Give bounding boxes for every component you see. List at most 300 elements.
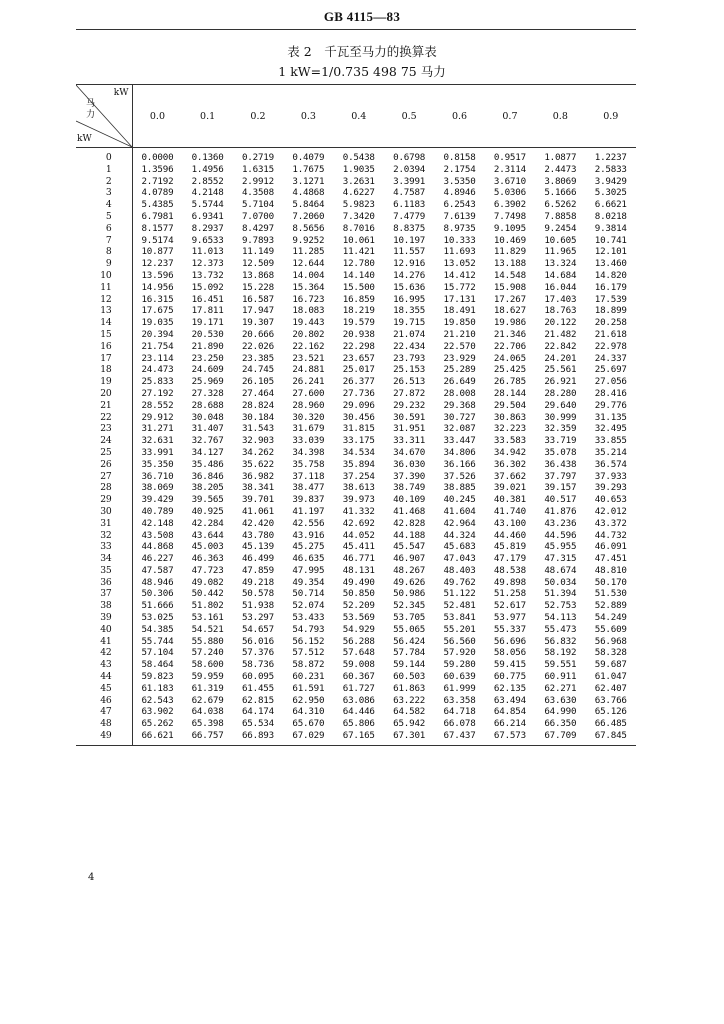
row-label: 46 xyxy=(76,695,132,707)
table-cell: 55.337 xyxy=(493,623,526,635)
row-label: 38 xyxy=(76,600,132,612)
table-cell: 19.715 xyxy=(393,317,426,329)
table-cell: 19.986 xyxy=(493,317,526,329)
table-cell: 11.149 xyxy=(241,246,274,258)
table-row xyxy=(76,600,636,612)
table-cell: 33.039 xyxy=(292,435,325,447)
table-cell: 21.074 xyxy=(393,328,426,340)
table-cell: 54.521 xyxy=(191,623,224,635)
table-cell: 37.797 xyxy=(544,470,577,482)
table-cell: 12.780 xyxy=(342,258,375,270)
table-cell: 47.179 xyxy=(493,553,526,565)
table-cell: 43.100 xyxy=(493,517,526,529)
page-number: 4 xyxy=(88,872,95,883)
table-cell: 47.451 xyxy=(594,553,627,565)
table-row xyxy=(76,588,636,600)
table-row xyxy=(76,223,636,235)
table-cell: 50.306 xyxy=(141,588,174,600)
table-cell: 65.126 xyxy=(594,706,627,718)
table-cell: 31.815 xyxy=(342,423,375,435)
table-row xyxy=(76,482,636,494)
table-cell: 5.5744 xyxy=(191,199,224,211)
table-cell: 11.557 xyxy=(393,246,426,258)
table-cell: 43.372 xyxy=(594,517,627,529)
table-cell: 25.969 xyxy=(191,376,224,388)
table-cell: 34.942 xyxy=(493,446,526,458)
table-cell: 14.820 xyxy=(594,269,627,281)
table-cell: 27.600 xyxy=(292,387,325,399)
table-cell: 24.337 xyxy=(594,352,627,364)
table-cell: 21.482 xyxy=(544,328,577,340)
table-cell: 47.043 xyxy=(443,553,476,565)
table-cell: 42.148 xyxy=(141,517,174,529)
table-cell: 67.301 xyxy=(384,730,434,745)
table-cell: 50.850 xyxy=(342,588,375,600)
row-label: 31 xyxy=(76,518,132,530)
table-cell: 3.1271 xyxy=(292,175,325,187)
table-cell: 59.551 xyxy=(544,659,577,671)
table-cell: 40.245 xyxy=(443,494,476,506)
row-label: 45 xyxy=(76,683,132,695)
table-cell: 41.332 xyxy=(342,505,375,517)
table-cell: 57.512 xyxy=(292,647,325,659)
table-cell: 8.5656 xyxy=(292,222,325,234)
row-label: 34 xyxy=(76,553,132,565)
table-cell: 60.639 xyxy=(443,671,476,683)
table-row xyxy=(76,199,636,211)
table-cell: 32.087 xyxy=(443,423,476,435)
table-cell: 21.346 xyxy=(493,328,526,340)
table-row xyxy=(76,282,636,294)
table-cell: 28.008 xyxy=(443,387,476,399)
table-cell: 46.771 xyxy=(342,553,375,565)
table-cell: 32.359 xyxy=(544,423,577,435)
table-cell: 11.693 xyxy=(443,246,476,258)
table-cell: 36.438 xyxy=(544,458,577,470)
table-cell: 54.657 xyxy=(241,623,274,635)
row-label: 29 xyxy=(76,494,132,506)
table-cell: 49.218 xyxy=(241,576,274,588)
table-cell: 55.065 xyxy=(393,623,426,635)
table-cell: 9.2454 xyxy=(544,222,577,234)
table-cell: 48.403 xyxy=(443,564,476,576)
row-label: 39 xyxy=(76,612,132,624)
table-cell: 8.7016 xyxy=(342,222,375,234)
table-body xyxy=(76,148,636,746)
table-cell: 19.579 xyxy=(342,317,375,329)
table-cell: 21.618 xyxy=(594,328,627,340)
table-cell: 21.754 xyxy=(141,340,174,352)
table-cell: 64.582 xyxy=(393,706,426,718)
table-row xyxy=(76,270,636,282)
table-cell: 49.490 xyxy=(342,576,375,588)
table-cell: 63.086 xyxy=(342,694,375,706)
table-cell: 46.635 xyxy=(292,553,325,565)
table-cell: 16.723 xyxy=(292,293,325,305)
table-cell: 15.908 xyxy=(493,281,526,293)
table-cell: 0.5438 xyxy=(342,152,375,163)
table-row xyxy=(76,423,636,435)
table-cell: 8.4297 xyxy=(241,222,274,234)
table-cell: 28.280 xyxy=(544,387,577,399)
table-cell: 62.950 xyxy=(292,694,325,706)
table-cell: 48.810 xyxy=(594,564,627,576)
table-cell: 30.999 xyxy=(544,411,577,423)
table-cell: 59.959 xyxy=(191,671,224,683)
table-row xyxy=(76,706,636,718)
table-cell: 38.613 xyxy=(342,482,375,494)
table-cell: 62.679 xyxy=(191,694,224,706)
table-cell: 24.881 xyxy=(292,364,325,376)
table-cell: 39.429 xyxy=(141,494,174,506)
table-cell: 62.135 xyxy=(493,682,526,694)
table-cell: 16.451 xyxy=(191,293,224,305)
column-header: 0.6 xyxy=(434,85,484,148)
table-cell: 12.101 xyxy=(594,246,627,258)
table-cell: 48.674 xyxy=(544,564,577,576)
table-cell: 33.991 xyxy=(141,446,174,458)
table-cell: 37.662 xyxy=(493,470,526,482)
table-row xyxy=(76,176,636,188)
table-cell: 65.262 xyxy=(141,718,174,730)
table-row xyxy=(76,435,636,447)
row-label: 8 xyxy=(76,246,132,258)
table-cell: 17.267 xyxy=(493,293,526,305)
table-cell: 32.767 xyxy=(191,435,224,447)
table-cell: 11.829 xyxy=(493,246,526,258)
table-row xyxy=(76,305,636,317)
table-cell: 11.285 xyxy=(292,246,325,258)
table-cell: 35.350 xyxy=(141,458,174,470)
table-cell: 54.385 xyxy=(141,623,174,635)
table-cell: 50.578 xyxy=(241,588,274,600)
corner-label-bottom: kW xyxy=(77,134,92,144)
table-cell: 21.210 xyxy=(443,328,476,340)
corner-label-middle: 马 力 xyxy=(86,99,96,120)
row-label: 20 xyxy=(76,388,132,400)
table-cell: 60.775 xyxy=(493,671,526,683)
table-cell: 27.872 xyxy=(393,387,426,399)
table-cell: 17.811 xyxy=(191,305,224,317)
table-cell: 3.8069 xyxy=(544,175,577,187)
row-label: 21 xyxy=(76,400,132,412)
table-cell: 67.165 xyxy=(334,730,384,745)
table-cell: 7.3420 xyxy=(342,210,375,222)
table-cell: 30.048 xyxy=(191,411,224,423)
table-cell: 2.0394 xyxy=(393,163,426,175)
table-cell: 26.785 xyxy=(493,376,526,388)
table-cell: 33.175 xyxy=(342,435,375,447)
table-cell: 42.964 xyxy=(443,517,476,529)
table-cell: 0.0000 xyxy=(141,152,174,163)
table-cell: 40.517 xyxy=(544,494,577,506)
conversion-formula: 1 kW=1/0.735 498 75 马力 xyxy=(278,64,446,79)
table-row xyxy=(76,494,636,506)
table-cell: 58.328 xyxy=(594,647,627,659)
table-cell: 67.437 xyxy=(434,730,484,745)
table-cell: 12.237 xyxy=(141,258,174,270)
table-cell: 36.574 xyxy=(594,458,627,470)
table-cell: 31.135 xyxy=(594,411,627,423)
table-row xyxy=(76,246,636,258)
table-cell: 23.521 xyxy=(292,352,325,364)
table-row xyxy=(76,659,636,671)
table-cell: 59.415 xyxy=(493,659,526,671)
table-cell: 27.328 xyxy=(191,387,224,399)
table-cell: 17.131 xyxy=(443,293,476,305)
corner-label-top: kW xyxy=(113,88,129,98)
table-cell: 1.9035 xyxy=(342,163,375,175)
table-cell: 32.631 xyxy=(141,435,174,447)
table-cell: 33.311 xyxy=(393,435,426,447)
table-cell: 65.534 xyxy=(241,718,274,730)
table-cell: 61.455 xyxy=(241,682,274,694)
table-cell: 49.762 xyxy=(443,576,476,588)
column-header: 0.0 xyxy=(132,85,182,148)
table-cell: 31.407 xyxy=(191,423,224,435)
row-label: 6 xyxy=(76,223,132,235)
table-cell: 42.012 xyxy=(594,505,627,517)
row-label: 26 xyxy=(76,459,132,471)
table-cell: 20.938 xyxy=(342,328,375,340)
table-cell: 58.056 xyxy=(493,647,526,659)
table-cell: 53.569 xyxy=(342,612,375,624)
table-cell: 56.424 xyxy=(393,635,426,647)
column-header: 0.3 xyxy=(283,85,333,148)
table-cell: 19.443 xyxy=(292,317,325,329)
row-label: 16 xyxy=(76,341,132,353)
table-cell: 16.587 xyxy=(241,293,274,305)
row-label: 4 xyxy=(76,199,132,211)
table-cell: 67.029 xyxy=(283,730,333,745)
table-cell: 24.609 xyxy=(191,364,224,376)
table-corner-cell xyxy=(76,85,132,148)
table-cell: 58.736 xyxy=(241,659,274,671)
table-cell: 63.902 xyxy=(141,706,174,718)
table-cell: 37.254 xyxy=(342,470,375,482)
table-cell: 45.139 xyxy=(241,541,274,553)
column-header: 0.4 xyxy=(334,85,384,148)
table-cell: 28.960 xyxy=(292,399,325,411)
row-label: 23 xyxy=(76,423,132,435)
row-label: 17 xyxy=(76,353,132,365)
table-cell: 2.3114 xyxy=(493,163,526,175)
table-cell: 48.538 xyxy=(493,564,526,576)
table-cell: 45.955 xyxy=(544,541,577,553)
table-cell: 5.7104 xyxy=(241,199,274,211)
table-cell: 30.456 xyxy=(342,411,375,423)
table-cell: 7.4779 xyxy=(393,210,426,222)
table-cell: 37.933 xyxy=(594,470,627,482)
table-cell: 11.965 xyxy=(544,246,577,258)
table-cell: 19.171 xyxy=(191,317,224,329)
row-label: 1 xyxy=(76,164,132,176)
table-cell: 35.214 xyxy=(594,446,627,458)
table-cell: 45.683 xyxy=(443,541,476,553)
table-cell: 46.227 xyxy=(141,553,174,565)
table-cell: 52.345 xyxy=(393,600,426,612)
table-cell: 42.828 xyxy=(393,517,426,529)
table-cell: 44.052 xyxy=(342,529,375,541)
table-cell: 4.2148 xyxy=(191,187,224,199)
table-cell: 29.912 xyxy=(141,411,174,423)
table-cell: 18.083 xyxy=(292,305,325,317)
table-cell: 10.333 xyxy=(443,234,476,246)
table-cell: 30.863 xyxy=(493,411,526,423)
table-cell: 27.464 xyxy=(241,387,274,399)
table-cell: 50.442 xyxy=(191,588,224,600)
table-row xyxy=(76,317,636,329)
table-cell: 19.035 xyxy=(141,317,174,329)
table-cell: 35.894 xyxy=(342,458,375,470)
table-cell: 56.288 xyxy=(342,635,375,647)
table-cell: 9.3814 xyxy=(594,222,627,234)
table-cell: 13.324 xyxy=(544,258,577,270)
row-label: 47 xyxy=(76,706,132,718)
table-cell: 48.946 xyxy=(141,576,174,588)
table-row xyxy=(76,459,636,471)
table-cell: 18.763 xyxy=(544,305,577,317)
table-row xyxy=(76,530,636,542)
row-label: 13 xyxy=(76,305,132,317)
table-cell: 59.687 xyxy=(594,659,627,671)
table-cell: 15.636 xyxy=(393,281,426,293)
table-cell: 58.192 xyxy=(544,647,577,659)
table-cell: 61.863 xyxy=(393,682,426,694)
table-cell: 38.205 xyxy=(191,482,224,494)
table-cell: 35.486 xyxy=(191,458,224,470)
table-cell: 22.842 xyxy=(544,340,577,352)
table-cell: 46.499 xyxy=(241,553,274,565)
table-cell: 16.995 xyxy=(393,293,426,305)
table-cell: 31.679 xyxy=(292,423,325,435)
table-cell: 18.219 xyxy=(342,305,375,317)
table-cell: 55.880 xyxy=(191,635,224,647)
table-cell: 13.052 xyxy=(443,258,476,270)
table-cell: 31.951 xyxy=(393,423,426,435)
row-label: 33 xyxy=(76,541,132,553)
row-label: 3 xyxy=(76,187,132,199)
table-cell: 39.293 xyxy=(594,482,627,494)
row-label: 24 xyxy=(76,435,132,447)
table-cell: 8.8375 xyxy=(393,222,426,234)
table-cell: 14.276 xyxy=(393,269,426,281)
row-label: 30 xyxy=(76,506,132,518)
table-row xyxy=(76,235,636,247)
table-cell: 59.008 xyxy=(342,659,375,671)
table-cell: 40.789 xyxy=(141,505,174,517)
table-cell: 34.127 xyxy=(191,446,224,458)
table-cell: 20.802 xyxy=(292,328,325,340)
table-cell: 9.5174 xyxy=(141,234,174,246)
table-cell: 40.109 xyxy=(393,494,426,506)
table-cell: 2.1754 xyxy=(443,163,476,175)
table-row xyxy=(76,718,636,730)
table-cell: 33.447 xyxy=(443,435,476,447)
table-cell: 22.026 xyxy=(241,340,274,352)
table-cell: 8.1577 xyxy=(141,222,174,234)
table-cell: 25.153 xyxy=(393,364,426,376)
table-cell: 58.600 xyxy=(191,659,224,671)
table-cell: 12.644 xyxy=(292,258,325,270)
table-cell: 23.385 xyxy=(241,352,274,364)
table-cell: 62.271 xyxy=(544,682,577,694)
table-cell: 13.732 xyxy=(191,269,224,281)
row-label: 43 xyxy=(76,659,132,671)
table-cell: 2.5833 xyxy=(594,163,627,175)
table-cell: 15.228 xyxy=(241,281,274,293)
row-label: 48 xyxy=(76,718,132,730)
table-cell: 17.539 xyxy=(594,293,627,305)
table-cell: 59.144 xyxy=(393,659,426,671)
table-cell: 60.503 xyxy=(393,671,426,683)
table-cell: 41.876 xyxy=(544,505,577,517)
table-cell: 5.0306 xyxy=(493,187,526,199)
table-cell: 66.485 xyxy=(594,718,627,730)
column-header: 0.8 xyxy=(535,85,585,148)
table-cell: 64.038 xyxy=(191,706,224,718)
table-cell: 42.692 xyxy=(342,517,375,529)
column-header: 0.2 xyxy=(233,85,283,148)
table-cell: 52.481 xyxy=(443,600,476,612)
table-cell: 50.714 xyxy=(292,588,325,600)
table-cell: 45.003 xyxy=(191,541,224,553)
table-cell: 6.3902 xyxy=(493,199,526,211)
table-cell: 21.890 xyxy=(191,340,224,352)
table-cell: 31.543 xyxy=(241,423,274,435)
table-cell: 34.398 xyxy=(292,446,325,458)
table-cell: 55.744 xyxy=(141,635,174,647)
table-cell: 20.666 xyxy=(241,328,274,340)
table-row xyxy=(76,506,636,518)
table-cell: 10.877 xyxy=(141,246,174,258)
row-label: 32 xyxy=(76,530,132,542)
table-cell: 52.617 xyxy=(493,600,526,612)
table-cell: 58.464 xyxy=(141,659,174,671)
standard-number: GB 4115—83 xyxy=(323,9,401,24)
table-row xyxy=(76,258,636,270)
table-cell: 32.903 xyxy=(241,435,274,447)
row-label: 41 xyxy=(76,636,132,648)
table-cell: 66.757 xyxy=(182,730,232,745)
table-cell: 54.113 xyxy=(544,612,577,624)
table-cell: 0.1360 xyxy=(191,152,224,163)
table-cell: 53.977 xyxy=(493,612,526,624)
table-cell: 46.091 xyxy=(594,541,627,553)
table-cell: 7.6139 xyxy=(443,210,476,222)
table-cell: 5.1666 xyxy=(544,187,577,199)
table-row xyxy=(76,447,636,459)
table-cell: 8.9735 xyxy=(443,222,476,234)
table-cell: 22.298 xyxy=(342,340,375,352)
table-cell: 3.2631 xyxy=(342,175,375,187)
table-cell: 1.6315 xyxy=(241,163,274,175)
table-cell: 23.793 xyxy=(393,352,426,364)
table-cell: 45.819 xyxy=(493,541,526,553)
table-cell: 28.416 xyxy=(594,387,627,399)
table-cell: 0.4079 xyxy=(292,152,325,163)
table-row xyxy=(76,294,636,306)
table-cell: 20.122 xyxy=(544,317,577,329)
table-cell: 30.591 xyxy=(393,411,426,423)
table-cell: 53.297 xyxy=(241,612,274,624)
row-label: 11 xyxy=(76,282,132,294)
table-cell: 26.241 xyxy=(292,376,325,388)
table-cell: 44.460 xyxy=(493,529,526,541)
row-label: 5 xyxy=(76,211,132,223)
table-cell: 36.030 xyxy=(393,458,426,470)
table-cell: 15.772 xyxy=(443,281,476,293)
